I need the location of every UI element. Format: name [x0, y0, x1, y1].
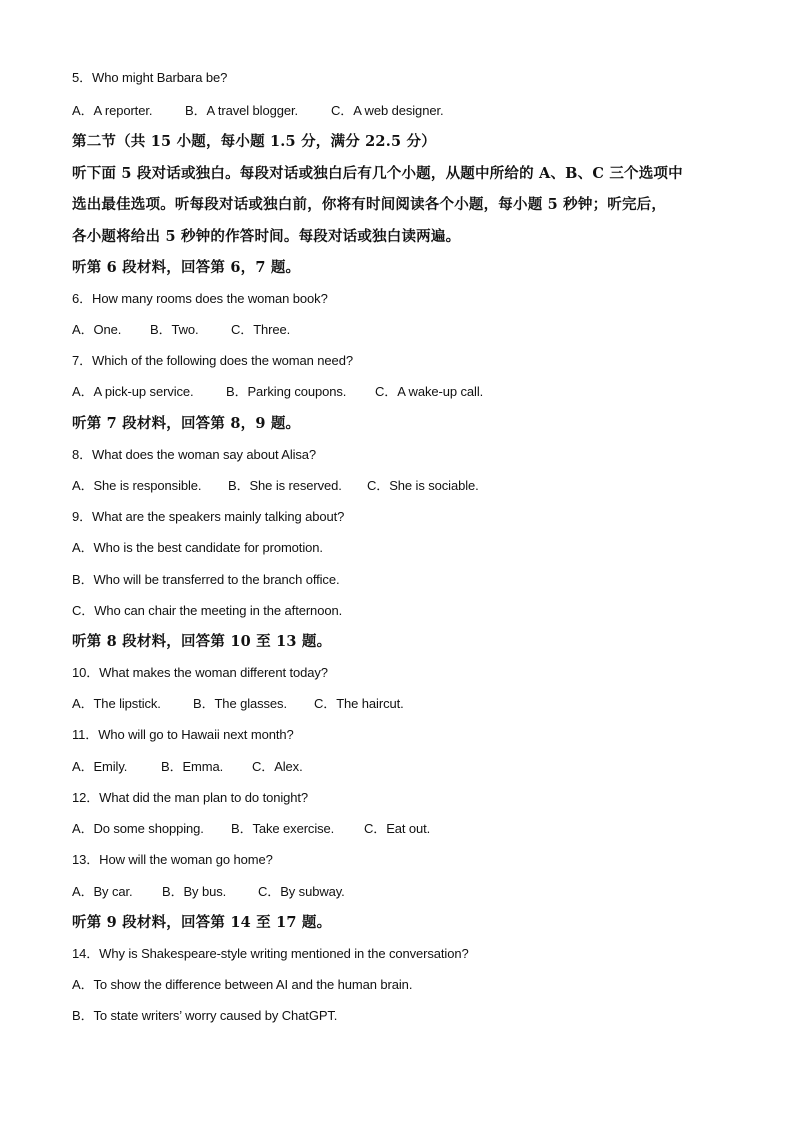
question-7-options: [72, 381, 483, 400]
section-title: 第二节（共 15 小题，每小题 1.5 分，满分 22.5 分）: [72, 133, 436, 150]
option-a[interactable]: A．She is responsible.: [72, 478, 202, 493]
question-5: 5．Who might Barbara be?: [72, 70, 228, 85]
option-a[interactable]: A．To show the difference between AI and the human brain.: [72, 977, 413, 992]
option-a[interactable]: A．Emily.: [72, 759, 128, 774]
question-10: 10．What makes the woman different today?: [72, 665, 328, 680]
question-6-options: [72, 319, 290, 338]
option-c[interactable]: C．By subway.: [258, 884, 345, 899]
option-c[interactable]: C．She is sociable.: [367, 478, 479, 493]
material-8-heading: 听第 8 段材料，回答第 10 至 13 题。: [72, 633, 332, 650]
question-10-options: [72, 693, 404, 712]
question-8: 8．What does the woman say about Alisa?: [72, 447, 317, 462]
option-b[interactable]: B．Take exercise.: [231, 821, 335, 836]
question-8-options: [72, 475, 479, 494]
question-13-options: [72, 881, 345, 900]
option-b[interactable]: B．Two.: [150, 322, 199, 337]
option-c[interactable]: C．Who can chair the meeting in the afternoon.: [72, 603, 343, 618]
option-b[interactable]: B．A travel blogger.: [185, 103, 298, 118]
option-b[interactable]: B．She is reserved.: [228, 478, 342, 493]
material-9-heading: 听第 9 段材料，回答第 14 至 17 题。: [72, 914, 332, 931]
question-6: 6．How many rooms does the woman book?: [72, 291, 328, 306]
question-7: 7．Which of the following does the woman need?: [72, 353, 353, 368]
option-b[interactable]: B．Who will be transferred to the branch office.: [72, 572, 340, 587]
option-b[interactable]: B．The glasses.: [193, 696, 287, 711]
material-7-heading: 听第 7 段材料，回答第 8，9 题。: [72, 415, 301, 432]
option-c[interactable]: C．Alex.: [252, 759, 303, 774]
section-instructions-2: 选出最佳选项。听每段对话或独白前，你将有时间阅读各个小题，每小题 5 秒钟；听完后，: [72, 196, 667, 213]
option-c[interactable]: C．The haircut.: [314, 696, 404, 711]
option-a[interactable]: A．Do some shopping.: [72, 821, 204, 836]
question-12: 12．What did the man plan to do tonight?: [72, 790, 309, 805]
question-14: 14．Why is Shakespeare-style writing mentioned in the conversation?: [72, 946, 469, 961]
option-b[interactable]: B．Emma.: [161, 759, 224, 774]
option-a[interactable]: A．A reporter.: [72, 103, 153, 118]
section-instructions-1: 听下面 5 段对话或独白。每段对话或独白后有几个小题，从题中所给的 A、B、C 三个选项中: [72, 165, 683, 182]
question-11: 11．Who will go to Hawaii next month?: [72, 727, 294, 742]
option-a[interactable]: A．A pick-up service.: [72, 384, 194, 399]
option-b[interactable]: B．To state writers’ worry caused by ChatGPT.: [72, 1008, 338, 1023]
option-a[interactable]: A．One.: [72, 322, 122, 337]
option-a[interactable]: A．By car.: [72, 884, 133, 899]
option-c[interactable]: C．A wake-up call.: [375, 384, 484, 399]
option-c[interactable]: C．Eat out.: [364, 821, 431, 836]
option-a[interactable]: A．Who is the best candidate for promotion.: [72, 540, 323, 555]
question-11-options: [72, 756, 303, 775]
question-5-options: [72, 100, 443, 119]
question-12-options: [72, 818, 430, 837]
option-b[interactable]: B．By bus.: [162, 884, 227, 899]
question-13: 13．How will the woman go home?: [72, 852, 273, 867]
option-c[interactable]: C．A web designer.: [331, 103, 444, 118]
section-instructions-3: 各小题将给出 5 秒钟的作答时间。每段对话或独白读两遍。: [72, 228, 461, 245]
option-a[interactable]: A．The lipstick.: [72, 696, 161, 711]
option-b[interactable]: B．Parking coupons.: [226, 384, 347, 399]
question-9: 9．What are the speakers mainly talking about?: [72, 509, 345, 524]
material-6-heading: 听第 6 段材料，回答第 6，7 题。: [72, 259, 301, 276]
option-c[interactable]: C．Three.: [231, 322, 291, 337]
